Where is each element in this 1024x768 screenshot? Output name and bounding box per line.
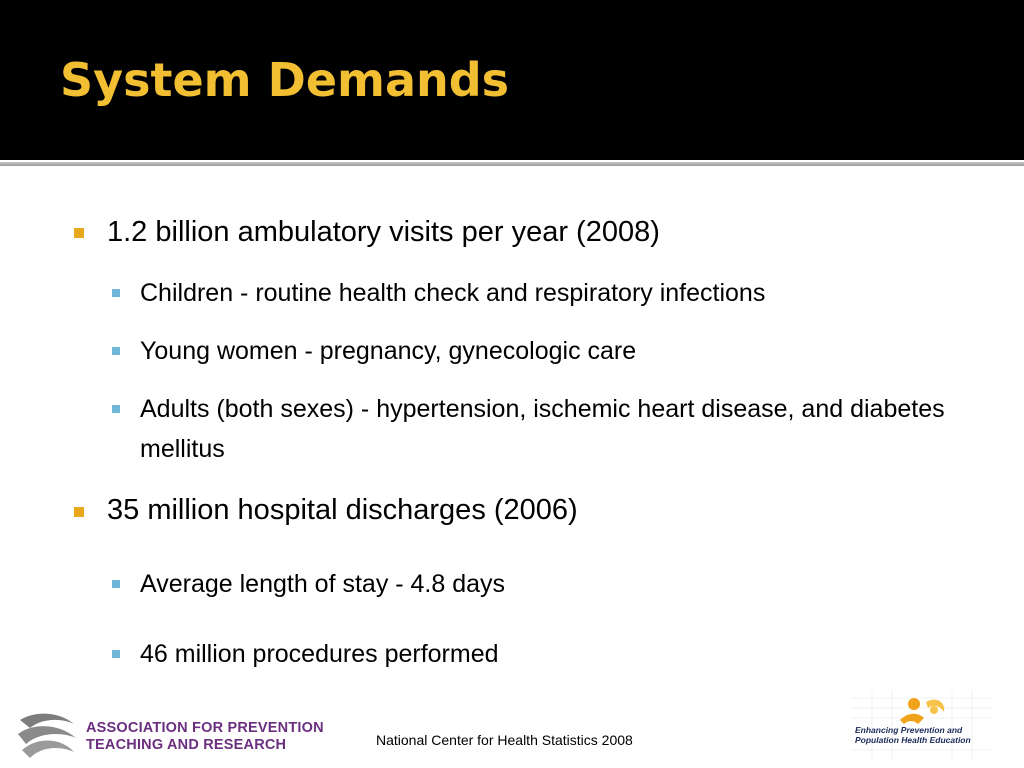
bullet-marker-icon <box>74 228 84 238</box>
bullet-marker-icon <box>74 507 84 517</box>
sub-bullet-marker-icon <box>112 405 120 413</box>
epphe-line-2: Population Health Education <box>855 735 971 745</box>
bullet-hospital-discharges: 35 million hospital discharges (2006) <box>107 494 578 526</box>
epphe-line-1: Enhancing Prevention and <box>855 725 963 735</box>
sub-bullet-marker-icon <box>112 289 120 297</box>
epphe-logo-text <box>855 725 971 745</box>
sub-bullet-children: Children - routine health check and respiratory infections <box>140 279 766 307</box>
sub-bullet-marker-icon <box>112 580 120 588</box>
aptr-logo-text <box>86 720 324 754</box>
sub-bullet-length-of-stay: Average length of stay - 4.8 days <box>140 570 506 598</box>
slide-title: System Demands <box>60 53 510 107</box>
aptr-line-2: TEACHING AND RESEARCH <box>86 737 287 753</box>
sub-bullet-marker-icon <box>112 650 120 658</box>
source-citation: National Center for Health Statistics 2008 <box>376 732 633 748</box>
aptr-line-1: ASSOCIATION FOR PREVENTION <box>86 720 324 736</box>
sub-bullet-adults: Adults (both sexes) - hypertension, ischemic heart disease, and diabetes mellitus <box>140 395 945 463</box>
sub-bullet-young-women: Young women - pregnancy, gynecologic care <box>140 337 637 365</box>
sub-bullet-marker-icon <box>112 347 120 355</box>
bullet-ambulatory-visits: 1.2 billion ambulatory visits per year (2008) <box>107 216 660 248</box>
sub-bullet-procedures: 46 million procedures performed <box>140 640 499 668</box>
